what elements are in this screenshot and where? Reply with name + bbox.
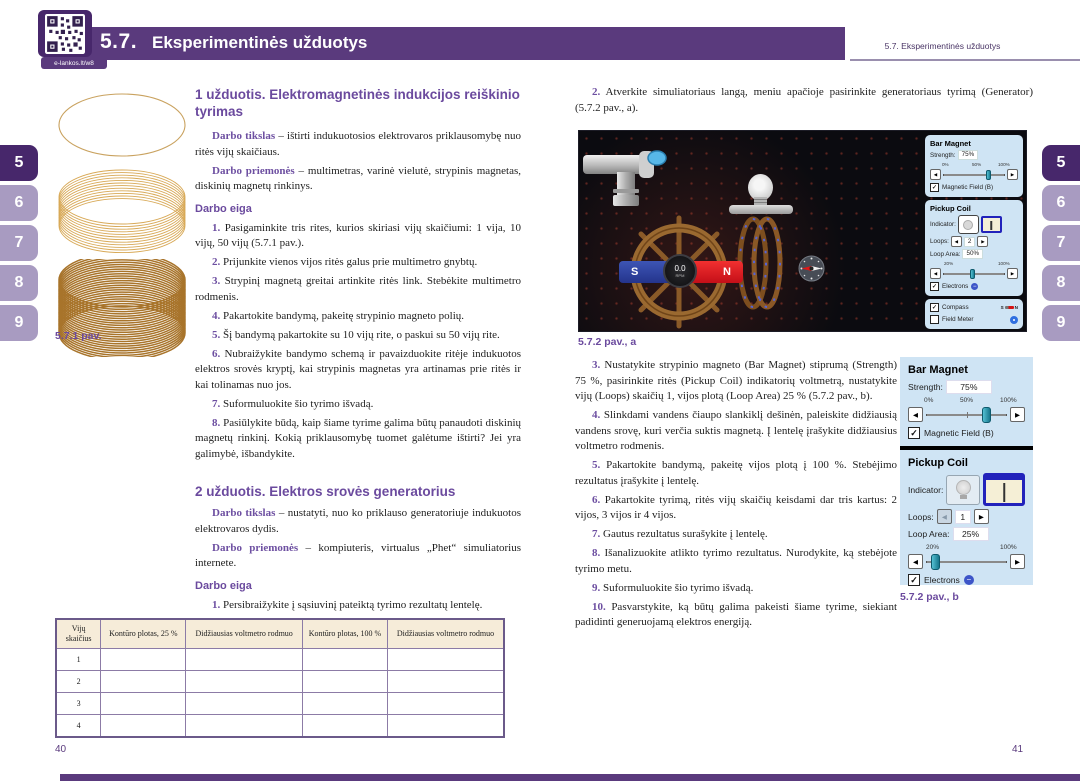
empty-cell [387, 649, 504, 671]
right-steps-block [575, 358, 897, 634]
pickup-coil-panel-title: Pickup Coil [930, 204, 971, 213]
magnetic-field-label: Magnetic Field (B) [924, 428, 994, 438]
coil-1-loop [54, 85, 190, 167]
mini-magnet-icon: S N [1000, 305, 1018, 310]
right-step: 3. Nustatykite strypinio magneto (Bar Magnet) stiprumą (Strength) 75 %, pasirinkite ritės (Pickup Coil) indikatorių voltmetrą, nustatykite vijų (Loops) skaičių 1, vijos plotą (Loop Area) 25 % (5.7.2 pav., b). [575, 359, 898, 402]
empty-cell [302, 693, 387, 715]
checkbox-checked-icon[interactable]: ✓ [931, 184, 938, 191]
meter-needle [991, 221, 993, 230]
magnet-south-pole: S [619, 261, 681, 283]
slider-thumb[interactable] [931, 554, 940, 570]
task1-goal: Darbo tikslas – ištirti indukuotosios elektrovaros priklausomybę nuo ritės vijų skaičiaus. [195, 130, 522, 158]
tools-panel [925, 299, 1023, 329]
checkbox-unchecked-icon[interactable] [930, 315, 939, 324]
loops-label: Loops: [930, 238, 949, 245]
row-number: 1 [56, 649, 101, 671]
loop-area-slider-b[interactable] [908, 544, 1025, 569]
slider-thumb[interactable] [982, 407, 991, 423]
empty-cell [387, 715, 504, 738]
table-row [56, 693, 504, 715]
task2-block [195, 483, 521, 617]
strength-slider-b[interactable] [908, 397, 1025, 422]
electrons-label: Electrons [924, 575, 960, 585]
empty-cell [186, 715, 302, 738]
slider-track[interactable] [926, 561, 1007, 563]
slider-increase-button[interactable]: ▶ [1007, 268, 1018, 279]
strength-value: 75% [958, 150, 979, 160]
footer-bar [60, 774, 1080, 781]
electrons-label: Electrons [942, 283, 969, 290]
tick-label: 50% [960, 397, 974, 404]
tick-label: 100% [998, 261, 1010, 266]
empty-cell [186, 649, 302, 671]
magnetic-field-checkbox[interactable] [930, 183, 1018, 192]
field-meter-label: Field Meter [942, 316, 974, 323]
row-number: 3 [56, 693, 101, 715]
page-number-right: 41 [1012, 744, 1024, 755]
strength-label: Strength: [908, 382, 943, 392]
header-rule [850, 59, 1080, 61]
meter-needle [1003, 483, 1005, 502]
tick-label: 0% [924, 397, 934, 404]
voltmeter-indicator-button[interactable] [983, 473, 1025, 506]
panel-divider [900, 446, 1033, 450]
figure-571-coils [52, 85, 192, 357]
bulb-base-glyph [960, 495, 967, 499]
field-meter-icon [1010, 316, 1018, 324]
coil-stand [729, 205, 793, 214]
bar-magnet-panel-title: Bar Magnet [930, 139, 971, 148]
voltmeter-indicator-button[interactable] [981, 216, 1002, 233]
task1-step: 3. Strypinį magnetą greitai artinkite ritės link. Stebėkite multimetro rodmenis. [195, 275, 522, 303]
loop-area-value: 50% [962, 249, 983, 259]
tab-7-right[interactable]: 7 [1042, 225, 1080, 261]
indicator-label: Indicator: [930, 221, 956, 228]
bar-magnet-panel [925, 135, 1023, 197]
figure-571-caption: 5.7.1 pav. [55, 330, 102, 342]
right-step: 5. Pakartokite bandymą, pakeitę vijos plotą į 100 %. Stebėjimo rezultatus įrašykite į lentelę. [575, 459, 898, 487]
loops-value: 1 [955, 510, 971, 524]
task1-step: 2. Prijunkite vienos vijos ritės galus prie multimetro gnybtų. [212, 256, 478, 268]
loops-increase-button[interactable]: ▶ [974, 509, 989, 524]
slider-track[interactable] [943, 273, 1005, 275]
bar-magnet-panel-b [908, 364, 1025, 439]
loops-label: Loops: [908, 511, 934, 522]
strength-label: Strength: [930, 151, 956, 159]
right-step: 10. Pasvarstykite, ką būtų galima pakeisti šiame tyrime, siekiant padidinti generuojamą elektros energiją. [575, 600, 897, 628]
loops-decrease-button[interactable]: ◀ [937, 509, 952, 524]
figure-b-panel [900, 357, 1033, 585]
tab-8-right[interactable]: 8 [1042, 265, 1080, 301]
tab-9[interactable]: 9 [0, 305, 38, 341]
slider-decrease-button[interactable]: ◀ [908, 554, 923, 569]
loop-area-slider[interactable] [930, 261, 1018, 279]
pickup-coil-panel [925, 200, 1023, 296]
right-intro-step: 2. Atverkite simuliatoriaus langą, meniu apačioje pasirinkite generatoriaus tyrimą (Generator) (5.7.2 pav., a). [575, 86, 1033, 114]
bulb-glyph [963, 220, 973, 230]
checkbox-checked-icon[interactable]: ✓ [908, 427, 920, 439]
section-number: 5.7. [100, 30, 138, 53]
empty-cell [302, 671, 387, 693]
field-meter-checkbox[interactable] [930, 315, 1018, 324]
rpm-unit: RPM [675, 272, 685, 278]
task2-tools: Darbo priemonės – kompiuteris, virtualus „Phet“ simuliatorius internete. [195, 541, 522, 569]
empty-cell [101, 671, 186, 693]
slider-increase-button[interactable]: ▶ [1010, 407, 1025, 422]
strength-slider[interactable] [930, 162, 1018, 180]
task1-step: 4. Pakartokite bandymą, pakeitę strypinio magneto polių. [212, 309, 465, 322]
strength-value: 75% [946, 380, 992, 394]
empty-cell [387, 671, 504, 693]
table-row [56, 715, 504, 738]
tick-label: 50% [972, 162, 982, 167]
right-step: 6. Pakartokite tyrimą, ritės vijų skaičių keisdami dar tris kartus: 2 vijos, 3 vijos ir 4 vijos. [575, 493, 898, 521]
task2-step: 1. Persibraižykite į sąsiuvinį pateiktą tyrimo rezultatų lentelę. [212, 598, 483, 611]
slider-track[interactable] [926, 414, 1007, 416]
right-step: 8. Išanalizuokite atlikto tyrimo rezultatus. Nurodykite, ką stebėjote tyrimo metu. [575, 547, 898, 575]
tick-label: 100% [1000, 397, 1017, 404]
table-header: Vijų skaičius [56, 619, 101, 649]
bar-magnet-panel-title: Bar Magnet [908, 364, 968, 376]
faucet-icon[interactable] [583, 137, 669, 215]
task1-title: 1 užduotis. Elektromagnetinės indukcijos reiškinio tyrimas [195, 87, 520, 119]
empty-cell [302, 715, 387, 738]
slider-decrease-button[interactable]: ◀ [930, 268, 941, 279]
tab-8[interactable]: 8 [0, 265, 38, 301]
right-step: 4. Slinkdami vandens čiaupo slankiklį dešinėn, paleiskite didžiausią vandens srovę, kuri verčia suktis magnetą. Į lentelę įrašykite didžiausius voltmetro rodmenis. [575, 409, 897, 452]
slider-thumb[interactable] [970, 269, 975, 279]
empty-cell [387, 693, 504, 715]
slider-thumb[interactable] [986, 170, 991, 180]
pickup-coil-panel-title: Pickup Coil [908, 457, 968, 469]
task1-steps-label: Darbo eiga [195, 202, 252, 215]
electrons-checkbox-b[interactable] [908, 574, 1025, 586]
pickup-coil[interactable] [736, 214, 786, 312]
bulb-indicator-button[interactable] [946, 475, 980, 505]
slider-increase-button[interactable]: ▶ [1010, 554, 1025, 569]
magnetic-field-label: Magnetic Field (B) [942, 184, 994, 191]
right-intro [575, 85, 1033, 120]
tab-6[interactable]: 6 [0, 185, 38, 221]
empty-cell [186, 671, 302, 693]
loop-area-label: Loop Area: [930, 250, 961, 258]
figure-a-caption: 5.7.2 pav., a [578, 336, 637, 348]
empty-cell [101, 649, 186, 671]
empty-cell [186, 693, 302, 715]
table-header: Kontūro plotas, 25 % [101, 619, 186, 649]
figure-b-caption: 5.7.2 pav., b [900, 591, 959, 603]
coil-50-loops [54, 259, 190, 357]
task1-step: 8. Pasiūlykite būdą, kaip šiame tyrime galima būtų panaudoti diskinių magnetų rinkinį. Kokią priklausomybę tuomet galėtume ištirti? Jei yra galimybė, išbandykite. [195, 416, 521, 460]
indicator-label: Indicator: [908, 484, 944, 495]
loop-area-label: Loop Area: [908, 529, 950, 539]
table-header: Didžiausias voltmetro rodmuo [186, 619, 302, 649]
running-head: 5.7. Eksperimentinės užduotys [884, 41, 1001, 51]
task1-step: 6. Nubraižykite bandymo schemą ir pavaizduokite ritėje indukuotos elektros srovės kryptį, kai strypinis magnetas yra artinamas prie ritės ir kai tolinamas nuo jos. [195, 347, 521, 391]
page-number-left: 40 [55, 744, 67, 755]
table-row [56, 649, 504, 671]
table-header-row [56, 619, 504, 649]
task2-goal: Darbo tikslas – nustatyti, nuo ko priklauso generatoriuje indukuotos elektrovaros dydis. [195, 507, 522, 535]
compass-icon[interactable] [798, 255, 825, 282]
compass-checkbox[interactable] [930, 303, 1018, 312]
loops-increase-button[interactable]: ▶ [977, 236, 988, 247]
tab-6-right[interactable]: 6 [1042, 185, 1080, 221]
task1-step: 5. Šį bandymą pakartokite su 10 vijų rite, o paskui su 50 vijų rite. [212, 328, 500, 341]
electron-icon: − [972, 283, 977, 290]
task1-step: 1. Pasigaminkite tris rites, kurios skiriasi vijų skaičiumi: 1 vija, 10 vijų, 50 vijų (5.7.1 pav.). [195, 221, 522, 249]
task1-step: 7. Suformuluokite šio tyrimo išvadą. [212, 397, 374, 410]
bulb-glyph [956, 480, 971, 495]
left-tab-rail [0, 145, 38, 341]
right-step: 9. Suformuluokite šio tyrimo išvadą. [592, 581, 754, 594]
electrons-checkbox[interactable] [930, 282, 1018, 291]
checkbox-checked-icon[interactable]: ✓ [931, 304, 938, 311]
checkbox-checked-icon[interactable]: ✓ [931, 283, 938, 290]
task2-title: 2 užduotis. Elektros srovės generatorius [195, 484, 456, 499]
figure-a-simulator [578, 130, 1027, 332]
task1-tools: Darbo priemonės – multimetras, varinė vielutė, strypinis magnetas, diskinių magnetų rinkinys. [195, 164, 521, 192]
qr-code [38, 10, 92, 57]
empty-cell [302, 649, 387, 671]
right-step: 7. Gautus rezultatus surašykite į lentelę. [592, 528, 768, 540]
slider-decrease-button[interactable]: ◀ [908, 407, 923, 422]
tick-label: 100% [998, 162, 1010, 167]
empty-cell [101, 715, 186, 738]
coil-10-loops [54, 167, 190, 259]
tick-label: 20% [944, 261, 954, 266]
electron-icon: − [964, 575, 974, 585]
row-number: 4 [56, 715, 101, 738]
slider-track[interactable] [943, 174, 1005, 176]
pickup-coil-panel-b [908, 457, 1025, 586]
rpm-value: 0.0 [674, 263, 686, 273]
tick-label: 100% [1000, 544, 1017, 551]
qr-link-label[interactable]: e-lankos.lt/w8 [41, 57, 107, 69]
right-tab-rail [1042, 145, 1080, 341]
results-table [55, 618, 505, 738]
tab-5-right[interactable]: 5 [1042, 145, 1080, 181]
qr-code-image [45, 14, 85, 54]
slider-increase-button[interactable]: ▶ [1007, 169, 1018, 180]
magnetic-field-checkbox-b[interactable] [908, 427, 1025, 439]
rpm-display [663, 254, 697, 288]
task1-block [195, 86, 521, 466]
compass-label: Compass [942, 304, 969, 311]
tab-9-right[interactable]: 9 [1042, 305, 1080, 341]
tick-label: 20% [926, 544, 940, 551]
page-title: Eksperimentinės užduotys [152, 33, 368, 52]
loops-decrease-button[interactable]: ◀ [951, 236, 962, 247]
bulb-indicator-button[interactable] [958, 215, 979, 234]
loop-area-value: 25% [953, 527, 989, 541]
table-header: Kontūro plotas, 100 % [302, 619, 387, 649]
table-header: Didžiausias voltmetro rodmuo [387, 619, 504, 649]
tab-7[interactable]: 7 [0, 225, 38, 261]
checkbox-checked-icon[interactable]: ✓ [908, 574, 920, 586]
loops-value: 2 [964, 237, 976, 247]
table-row [56, 671, 504, 693]
row-number: 2 [56, 671, 101, 693]
sim-control-panel [925, 135, 1023, 332]
magnet-north-pole: N [681, 261, 743, 283]
tab-5[interactable]: 5 [0, 145, 38, 181]
empty-cell [101, 693, 186, 715]
task2-steps-label: Darbo eiga [195, 579, 252, 592]
tick-label: 0% [942, 162, 949, 167]
slider-decrease-button[interactable]: ◀ [930, 169, 941, 180]
